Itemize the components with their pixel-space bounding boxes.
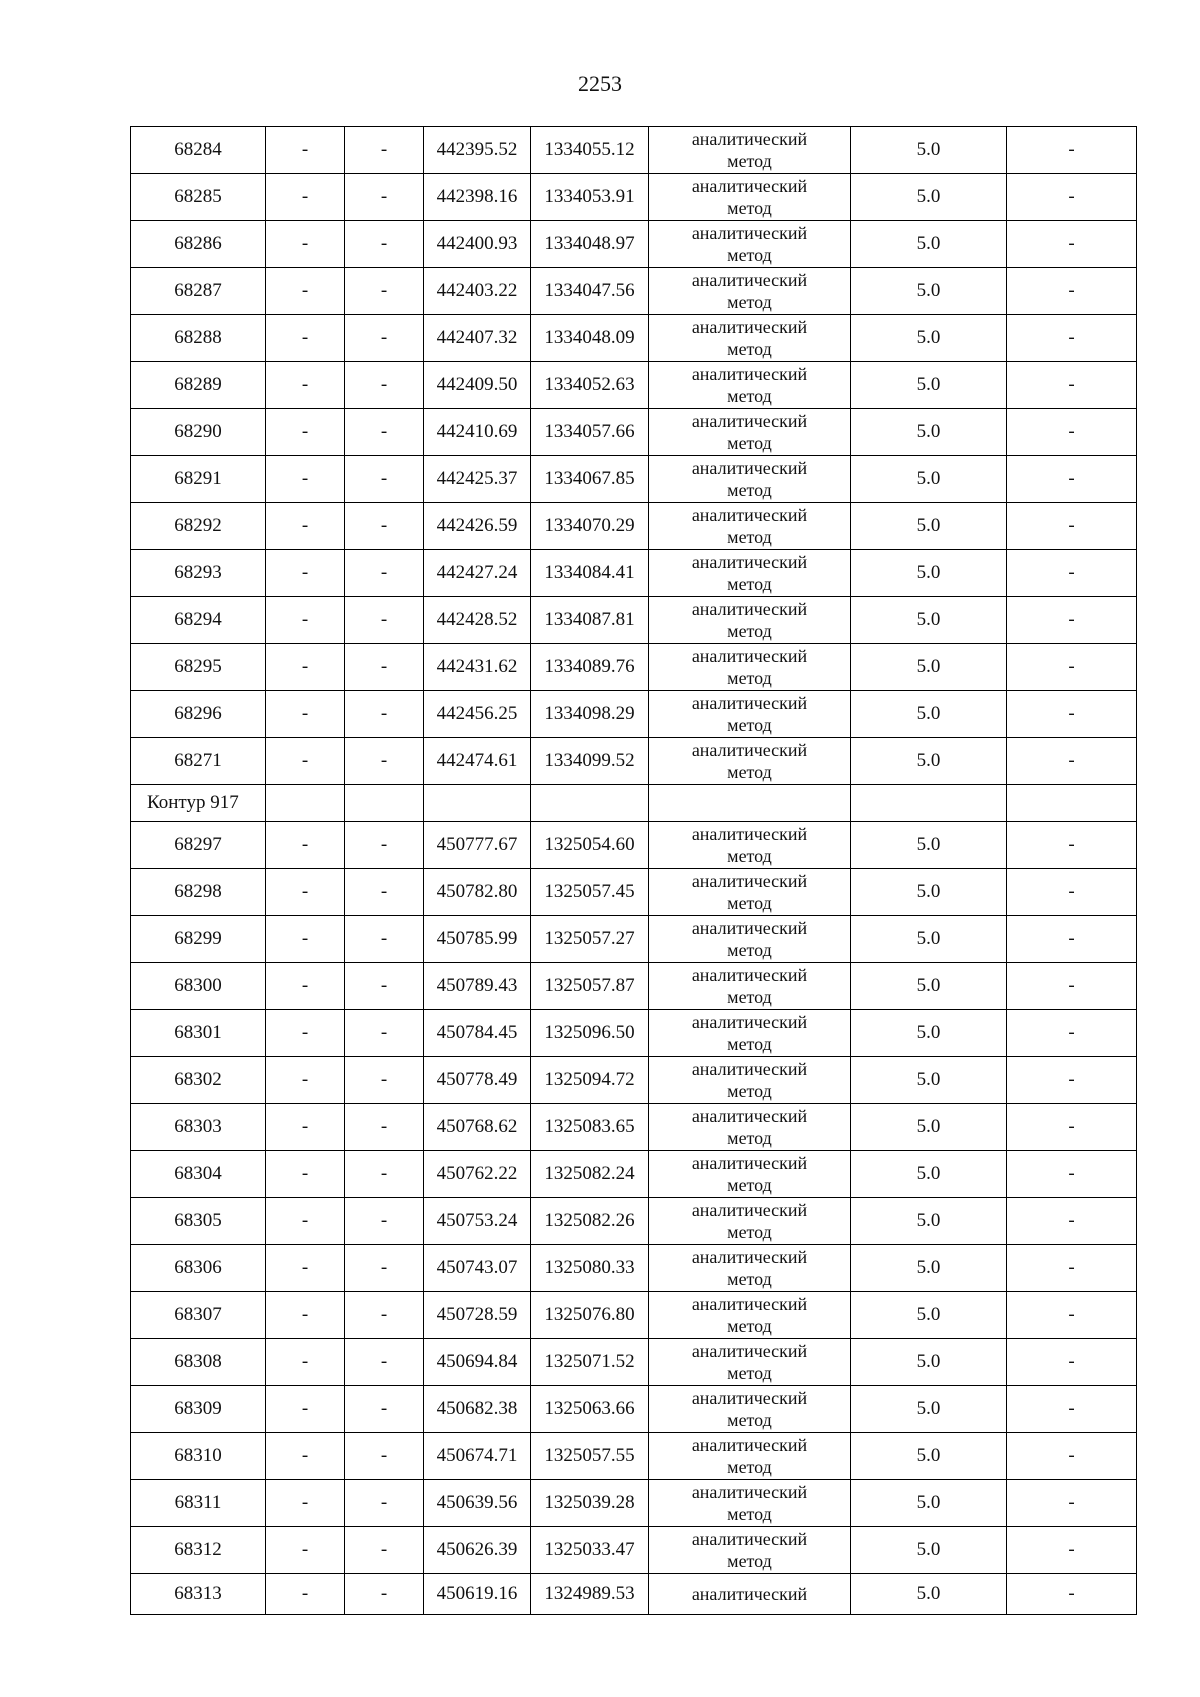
x-coordinate-cell: 450639.56 bbox=[424, 1480, 531, 1527]
table-row bbox=[131, 1198, 1137, 1245]
x-coordinate-cell: 442398.16 bbox=[424, 174, 531, 221]
table-row bbox=[131, 1433, 1137, 1480]
table-row bbox=[131, 963, 1137, 1010]
accuracy-cell: 5.0 bbox=[851, 597, 1007, 644]
method-cell: аналитический метод bbox=[649, 869, 851, 916]
description-cell: - bbox=[1007, 1386, 1137, 1433]
point-number-cell: 68295 bbox=[131, 644, 266, 691]
x-coordinate-cell: 442474.61 bbox=[424, 738, 531, 785]
accuracy-cell: 5.0 bbox=[851, 691, 1007, 738]
table-row bbox=[131, 409, 1137, 456]
description-cell: - bbox=[1007, 597, 1137, 644]
table-row bbox=[131, 1010, 1137, 1057]
description-cell: - bbox=[1007, 1245, 1137, 1292]
y-coordinate-cell: 1325033.47 bbox=[531, 1527, 649, 1574]
x-coordinate-cell: 450694.84 bbox=[424, 1339, 531, 1386]
x-coordinate-cell: 450682.38 bbox=[424, 1386, 531, 1433]
x-coordinate-cell: 442410.69 bbox=[424, 409, 531, 456]
x-coordinate-cell: 442407.32 bbox=[424, 315, 531, 362]
empty-cell: - bbox=[345, 1433, 424, 1480]
empty-cell: - bbox=[266, 822, 345, 869]
accuracy-cell: 5.0 bbox=[851, 1292, 1007, 1339]
accuracy-cell: 5.0 bbox=[851, 1480, 1007, 1527]
y-coordinate-cell: 1325096.50 bbox=[531, 1010, 649, 1057]
description-cell: - bbox=[1007, 1198, 1137, 1245]
empty-cell: - bbox=[345, 1339, 424, 1386]
y-coordinate-cell: 1334099.52 bbox=[531, 738, 649, 785]
y-coordinate-cell: 1325057.87 bbox=[531, 963, 649, 1010]
method-cell: аналитический метод bbox=[649, 1010, 851, 1057]
description-cell: - bbox=[1007, 1574, 1137, 1615]
empty-cell bbox=[345, 785, 424, 822]
x-coordinate-cell: 450789.43 bbox=[424, 963, 531, 1010]
description-cell: - bbox=[1007, 869, 1137, 916]
empty-cell: - bbox=[345, 456, 424, 503]
table-row bbox=[131, 916, 1137, 963]
method-cell: аналитический метод bbox=[649, 822, 851, 869]
empty-cell: - bbox=[345, 1010, 424, 1057]
description-cell: - bbox=[1007, 1339, 1137, 1386]
coordinates-table bbox=[130, 126, 1137, 1615]
point-number-cell: 68284 bbox=[131, 127, 266, 174]
description-cell: - bbox=[1007, 963, 1137, 1010]
point-number-cell: 68271 bbox=[131, 738, 266, 785]
method-cell: аналитический метод bbox=[649, 174, 851, 221]
x-coordinate-cell: 450762.22 bbox=[424, 1151, 531, 1198]
table-row bbox=[131, 456, 1137, 503]
point-number-cell: 68286 bbox=[131, 221, 266, 268]
empty-cell: - bbox=[345, 315, 424, 362]
point-number-cell: 68310 bbox=[131, 1433, 266, 1480]
method-cell: аналитический метод bbox=[649, 963, 851, 1010]
y-coordinate-cell: 1334084.41 bbox=[531, 550, 649, 597]
empty-cell: - bbox=[266, 362, 345, 409]
empty-cell: - bbox=[345, 127, 424, 174]
y-coordinate-cell: 1325076.80 bbox=[531, 1292, 649, 1339]
empty-cell: - bbox=[266, 1433, 345, 1480]
empty-cell: - bbox=[266, 1104, 345, 1151]
empty-cell: - bbox=[345, 1151, 424, 1198]
point-number-cell: 68312 bbox=[131, 1527, 266, 1574]
x-coordinate-cell: 442431.62 bbox=[424, 644, 531, 691]
table-row bbox=[131, 362, 1137, 409]
point-number-cell: 68313 bbox=[131, 1574, 266, 1615]
empty-cell: - bbox=[345, 1104, 424, 1151]
y-coordinate-cell: 1334053.91 bbox=[531, 174, 649, 221]
y-coordinate-cell: 1325063.66 bbox=[531, 1386, 649, 1433]
accuracy-cell: 5.0 bbox=[851, 315, 1007, 362]
y-coordinate-cell: 1334048.97 bbox=[531, 221, 649, 268]
accuracy-cell: 5.0 bbox=[851, 916, 1007, 963]
point-number-cell: 68297 bbox=[131, 822, 266, 869]
accuracy-cell: 5.0 bbox=[851, 127, 1007, 174]
x-coordinate-cell: 450768.62 bbox=[424, 1104, 531, 1151]
empty-cell: - bbox=[266, 691, 345, 738]
point-number-cell: 68288 bbox=[131, 315, 266, 362]
description-cell: - bbox=[1007, 268, 1137, 315]
description-cell: - bbox=[1007, 1057, 1137, 1104]
description-cell: - bbox=[1007, 221, 1137, 268]
point-number-cell: 68285 bbox=[131, 174, 266, 221]
table-row bbox=[131, 597, 1137, 644]
description-cell: - bbox=[1007, 1433, 1137, 1480]
empty-cell bbox=[424, 785, 531, 822]
accuracy-cell: 5.0 bbox=[851, 174, 1007, 221]
accuracy-cell: 5.0 bbox=[851, 1574, 1007, 1615]
description-cell: - bbox=[1007, 1527, 1137, 1574]
x-coordinate-cell: 442403.22 bbox=[424, 268, 531, 315]
accuracy-cell: 5.0 bbox=[851, 644, 1007, 691]
empty-cell: - bbox=[345, 1574, 424, 1615]
method-cell: аналитический метод bbox=[649, 1339, 851, 1386]
empty-cell: - bbox=[266, 221, 345, 268]
empty-cell: - bbox=[345, 1057, 424, 1104]
point-number-cell: 68308 bbox=[131, 1339, 266, 1386]
method-cell: аналитический метод bbox=[649, 221, 851, 268]
x-coordinate-cell: 442400.93 bbox=[424, 221, 531, 268]
empty-cell: - bbox=[345, 503, 424, 550]
method-cell: аналитический метод bbox=[649, 1480, 851, 1527]
y-coordinate-cell: 1334055.12 bbox=[531, 127, 649, 174]
point-number-cell: 68304 bbox=[131, 1151, 266, 1198]
method-cell: аналитический метод bbox=[649, 127, 851, 174]
method-cell: аналитический метод bbox=[649, 268, 851, 315]
contour-label: Контур 917 bbox=[131, 785, 266, 822]
description-cell: - bbox=[1007, 315, 1137, 362]
empty-cell: - bbox=[345, 916, 424, 963]
empty-cell: - bbox=[345, 1198, 424, 1245]
table-row bbox=[131, 127, 1137, 174]
point-number-cell: 68289 bbox=[131, 362, 266, 409]
empty-cell: - bbox=[266, 644, 345, 691]
point-number-cell: 68300 bbox=[131, 963, 266, 1010]
method-cell: аналитический метод bbox=[649, 1386, 851, 1433]
empty-cell: - bbox=[345, 221, 424, 268]
table-row bbox=[131, 221, 1137, 268]
x-coordinate-cell: 442427.24 bbox=[424, 550, 531, 597]
y-coordinate-cell: 1324989.53 bbox=[531, 1574, 649, 1615]
table-row bbox=[131, 1527, 1137, 1574]
empty-cell: - bbox=[345, 822, 424, 869]
empty-cell: - bbox=[345, 963, 424, 1010]
method-cell: аналитический метод bbox=[649, 1433, 851, 1480]
empty-cell bbox=[851, 785, 1007, 822]
table-row bbox=[131, 1104, 1137, 1151]
description-cell: - bbox=[1007, 1480, 1137, 1527]
method-cell: аналитический метод bbox=[649, 1057, 851, 1104]
method-cell: аналитический метод bbox=[649, 691, 851, 738]
empty-cell: - bbox=[266, 127, 345, 174]
empty-cell: - bbox=[266, 456, 345, 503]
accuracy-cell: 5.0 bbox=[851, 738, 1007, 785]
empty-cell: - bbox=[266, 268, 345, 315]
empty-cell: - bbox=[266, 1339, 345, 1386]
y-coordinate-cell: 1334089.76 bbox=[531, 644, 649, 691]
empty-cell: - bbox=[266, 550, 345, 597]
accuracy-cell: 5.0 bbox=[851, 503, 1007, 550]
table-row bbox=[131, 174, 1137, 221]
empty-cell: - bbox=[266, 1574, 345, 1615]
y-coordinate-cell: 1325057.55 bbox=[531, 1433, 649, 1480]
point-number-cell: 68307 bbox=[131, 1292, 266, 1339]
method-cell: аналитический метод bbox=[649, 1292, 851, 1339]
description-cell: - bbox=[1007, 691, 1137, 738]
empty-cell bbox=[266, 785, 345, 822]
table-row bbox=[131, 738, 1137, 785]
description-cell: - bbox=[1007, 1104, 1137, 1151]
accuracy-cell: 5.0 bbox=[851, 963, 1007, 1010]
accuracy-cell: 5.0 bbox=[851, 1104, 1007, 1151]
y-coordinate-cell: 1334087.81 bbox=[531, 597, 649, 644]
x-coordinate-cell: 450674.71 bbox=[424, 1433, 531, 1480]
x-coordinate-cell: 442428.52 bbox=[424, 597, 531, 644]
description-cell: - bbox=[1007, 1151, 1137, 1198]
point-number-cell: 68290 bbox=[131, 409, 266, 456]
empty-cell: - bbox=[266, 1198, 345, 1245]
description-cell: - bbox=[1007, 174, 1137, 221]
description-cell: - bbox=[1007, 456, 1137, 503]
table-row bbox=[131, 315, 1137, 362]
description-cell: - bbox=[1007, 738, 1137, 785]
y-coordinate-cell: 1325080.33 bbox=[531, 1245, 649, 1292]
point-number-cell: 68294 bbox=[131, 597, 266, 644]
page-number: 2253 bbox=[578, 71, 622, 96]
x-coordinate-cell: 442409.50 bbox=[424, 362, 531, 409]
point-number-cell: 68302 bbox=[131, 1057, 266, 1104]
table-row bbox=[131, 691, 1137, 738]
x-coordinate-cell: 450785.99 bbox=[424, 916, 531, 963]
y-coordinate-cell: 1325054.60 bbox=[531, 822, 649, 869]
method-cell: аналитический метод bbox=[649, 1151, 851, 1198]
description-cell: - bbox=[1007, 127, 1137, 174]
table-row bbox=[131, 1151, 1137, 1198]
x-coordinate-cell: 450626.39 bbox=[424, 1527, 531, 1574]
empty-cell: - bbox=[266, 1010, 345, 1057]
x-coordinate-cell: 450619.16 bbox=[424, 1574, 531, 1615]
method-cell: аналитический метод bbox=[649, 644, 851, 691]
x-coordinate-cell: 450777.67 bbox=[424, 822, 531, 869]
empty-cell: - bbox=[266, 409, 345, 456]
empty-cell: - bbox=[266, 1151, 345, 1198]
x-coordinate-cell: 442456.25 bbox=[424, 691, 531, 738]
x-coordinate-cell: 450743.07 bbox=[424, 1245, 531, 1292]
method-cell: аналитический метод bbox=[649, 597, 851, 644]
method-cell: аналитический метод bbox=[649, 315, 851, 362]
method-cell: аналитический метод bbox=[649, 362, 851, 409]
y-coordinate-cell: 1325082.26 bbox=[531, 1198, 649, 1245]
empty-cell: - bbox=[266, 869, 345, 916]
table-row bbox=[131, 1480, 1137, 1527]
x-coordinate-cell: 442395.52 bbox=[424, 127, 531, 174]
point-number-cell: 68303 bbox=[131, 1104, 266, 1151]
point-number-cell: 68301 bbox=[131, 1010, 266, 1057]
point-number-cell: 68287 bbox=[131, 268, 266, 315]
empty-cell: - bbox=[345, 1527, 424, 1574]
y-coordinate-cell: 1325071.52 bbox=[531, 1339, 649, 1386]
accuracy-cell: 5.0 bbox=[851, 221, 1007, 268]
point-number-cell: 68296 bbox=[131, 691, 266, 738]
point-number-cell: 68293 bbox=[131, 550, 266, 597]
y-coordinate-cell: 1334057.66 bbox=[531, 409, 649, 456]
point-number-cell: 68298 bbox=[131, 869, 266, 916]
table-row bbox=[131, 1057, 1137, 1104]
table-row bbox=[131, 503, 1137, 550]
x-coordinate-cell: 442425.37 bbox=[424, 456, 531, 503]
y-coordinate-cell: 1334067.85 bbox=[531, 456, 649, 503]
y-coordinate-cell: 1325083.65 bbox=[531, 1104, 649, 1151]
description-cell: - bbox=[1007, 550, 1137, 597]
accuracy-cell: 5.0 bbox=[851, 1057, 1007, 1104]
method-cell: аналитический метод bbox=[649, 409, 851, 456]
accuracy-cell: 5.0 bbox=[851, 1339, 1007, 1386]
accuracy-cell: 5.0 bbox=[851, 550, 1007, 597]
empty-cell: - bbox=[266, 1386, 345, 1433]
empty-cell: - bbox=[266, 1245, 345, 1292]
method-cell: аналитический метод bbox=[649, 550, 851, 597]
table-row bbox=[131, 1292, 1137, 1339]
accuracy-cell: 5.0 bbox=[851, 1386, 1007, 1433]
empty-cell: - bbox=[345, 409, 424, 456]
point-number-cell: 68292 bbox=[131, 503, 266, 550]
accuracy-cell: 5.0 bbox=[851, 1198, 1007, 1245]
empty-cell bbox=[1007, 785, 1137, 822]
empty-cell: - bbox=[345, 268, 424, 315]
y-coordinate-cell: 1325057.45 bbox=[531, 869, 649, 916]
description-cell: - bbox=[1007, 1292, 1137, 1339]
method-cell: аналитический метод bbox=[649, 503, 851, 550]
empty-cell: - bbox=[266, 738, 345, 785]
description-cell: - bbox=[1007, 644, 1137, 691]
empty-cell: - bbox=[345, 738, 424, 785]
empty-cell: - bbox=[345, 644, 424, 691]
table-row bbox=[131, 1574, 1137, 1615]
description-cell: - bbox=[1007, 916, 1137, 963]
y-coordinate-cell: 1334070.29 bbox=[531, 503, 649, 550]
empty-cell: - bbox=[266, 1480, 345, 1527]
table-row bbox=[131, 869, 1137, 916]
x-coordinate-cell: 450782.80 bbox=[424, 869, 531, 916]
accuracy-cell: 5.0 bbox=[851, 1527, 1007, 1574]
y-coordinate-cell: 1325082.24 bbox=[531, 1151, 649, 1198]
point-number-cell: 68291 bbox=[131, 456, 266, 503]
table-row bbox=[131, 644, 1137, 691]
description-cell: - bbox=[1007, 503, 1137, 550]
point-number-cell: 68306 bbox=[131, 1245, 266, 1292]
accuracy-cell: 5.0 bbox=[851, 409, 1007, 456]
empty-cell: - bbox=[266, 315, 345, 362]
x-coordinate-cell: 450728.59 bbox=[424, 1292, 531, 1339]
empty-cell: - bbox=[345, 550, 424, 597]
y-coordinate-cell: 1334048.09 bbox=[531, 315, 649, 362]
y-coordinate-cell: 1325039.28 bbox=[531, 1480, 649, 1527]
empty-cell bbox=[649, 785, 851, 822]
method-cell: аналитический bbox=[649, 1574, 851, 1615]
description-cell: - bbox=[1007, 822, 1137, 869]
empty-cell: - bbox=[266, 597, 345, 644]
accuracy-cell: 5.0 bbox=[851, 1245, 1007, 1292]
y-coordinate-cell: 1334052.63 bbox=[531, 362, 649, 409]
empty-cell: - bbox=[345, 174, 424, 221]
method-cell: аналитический метод bbox=[649, 1527, 851, 1574]
method-cell: аналитический метод bbox=[649, 916, 851, 963]
empty-cell: - bbox=[345, 1480, 424, 1527]
method-cell: аналитический метод bbox=[649, 1198, 851, 1245]
x-coordinate-cell: 450784.45 bbox=[424, 1010, 531, 1057]
empty-cell: - bbox=[345, 1292, 424, 1339]
empty-cell: - bbox=[266, 963, 345, 1010]
empty-cell: - bbox=[266, 174, 345, 221]
point-number-cell: 68311 bbox=[131, 1480, 266, 1527]
point-number-cell: 68305 bbox=[131, 1198, 266, 1245]
accuracy-cell: 5.0 bbox=[851, 869, 1007, 916]
y-coordinate-cell: 1325057.27 bbox=[531, 916, 649, 963]
y-coordinate-cell: 1334047.56 bbox=[531, 268, 649, 315]
accuracy-cell: 5.0 bbox=[851, 362, 1007, 409]
table-row bbox=[131, 1245, 1137, 1292]
x-coordinate-cell: 450753.24 bbox=[424, 1198, 531, 1245]
table-row bbox=[131, 268, 1137, 315]
method-cell: аналитический метод bbox=[649, 456, 851, 503]
table-row bbox=[131, 822, 1137, 869]
accuracy-cell: 5.0 bbox=[851, 1010, 1007, 1057]
empty-cell bbox=[531, 785, 649, 822]
table-row bbox=[131, 1339, 1137, 1386]
description-cell: - bbox=[1007, 409, 1137, 456]
empty-cell: - bbox=[345, 1245, 424, 1292]
empty-cell: - bbox=[345, 1386, 424, 1433]
method-cell: аналитический метод bbox=[649, 1245, 851, 1292]
description-cell: - bbox=[1007, 362, 1137, 409]
x-coordinate-cell: 442426.59 bbox=[424, 503, 531, 550]
empty-cell: - bbox=[266, 916, 345, 963]
empty-cell: - bbox=[345, 597, 424, 644]
empty-cell: - bbox=[345, 691, 424, 738]
accuracy-cell: 5.0 bbox=[851, 1151, 1007, 1198]
contour-header-row bbox=[131, 785, 1137, 822]
empty-cell: - bbox=[266, 1292, 345, 1339]
method-cell: аналитический метод bbox=[649, 738, 851, 785]
empty-cell: - bbox=[266, 503, 345, 550]
accuracy-cell: 5.0 bbox=[851, 822, 1007, 869]
description-cell: - bbox=[1007, 1010, 1137, 1057]
point-number-cell: 68309 bbox=[131, 1386, 266, 1433]
empty-cell: - bbox=[345, 869, 424, 916]
accuracy-cell: 5.0 bbox=[851, 268, 1007, 315]
table-row bbox=[131, 550, 1137, 597]
x-coordinate-cell: 450778.49 bbox=[424, 1057, 531, 1104]
empty-cell: - bbox=[266, 1527, 345, 1574]
accuracy-cell: 5.0 bbox=[851, 1433, 1007, 1480]
empty-cell: - bbox=[266, 1057, 345, 1104]
table-row bbox=[131, 1386, 1137, 1433]
point-number-cell: 68299 bbox=[131, 916, 266, 963]
empty-cell: - bbox=[345, 362, 424, 409]
y-coordinate-cell: 1325094.72 bbox=[531, 1057, 649, 1104]
accuracy-cell: 5.0 bbox=[851, 456, 1007, 503]
y-coordinate-cell: 1334098.29 bbox=[531, 691, 649, 738]
method-cell: аналитический метод bbox=[649, 1104, 851, 1151]
